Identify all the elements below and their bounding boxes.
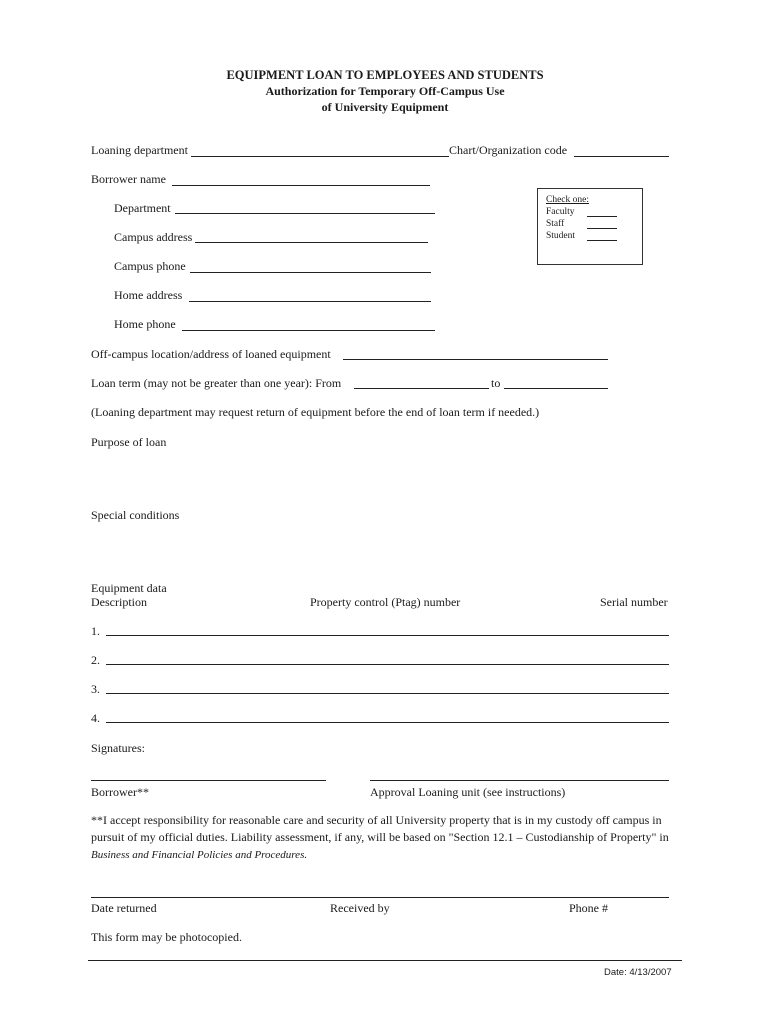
equipment-row-line[interactable] [106,722,669,723]
chart-org-code-line[interactable] [574,156,669,157]
borrower-name-label: Borrower name [91,172,166,186]
phone-label: Phone # [569,901,608,915]
loan-term-from-line[interactable] [354,388,489,389]
campus-phone-line[interactable] [190,272,431,273]
campus-address-line[interactable] [195,242,428,243]
borrower-name-line[interactable] [172,185,430,186]
responsibility-statement-text: **I accept responsibility for reasonable care and security of all University property that is in my custody off campus in pursuit of my official duties. Liability assessment, if any, will be based on "Section 12.1 – Custodianship of Property" in [91,813,669,844]
signatures-heading: Signatures: [91,741,145,755]
loan-term-to-line[interactable] [504,388,608,389]
staff-check-line[interactable] [587,228,617,229]
equipment-row-number: 4. [91,711,100,725]
equipment-col-ptag: Property control (Ptag) number [310,595,461,609]
form-subtitle-line1: Authorization for Temporary Off-Campus Use [265,84,505,98]
campus-phone-label: Campus phone [114,259,186,273]
department-line[interactable] [175,213,435,214]
special-conditions-label: Special conditions [91,508,180,522]
student-check-line[interactable] [587,240,617,241]
received-by-label: Received by [330,901,390,915]
loan-term-label: Loan term (may not be greater than one year): From [91,376,342,390]
equipment-row-line[interactable] [106,664,669,665]
check-option-staff: Staff [546,219,565,229]
responsibility-statement [91,812,681,864]
approval-signature-label: Approval Loaning unit (see instructions) [370,785,566,799]
home-address-label: Home address [114,288,183,302]
photocopy-note: This form may be photocopied. [91,930,242,944]
equipment-row-number: 1. [91,624,100,638]
equipment-row-line[interactable] [106,693,669,694]
check-option-student: Student [546,231,576,241]
loaning-department-line[interactable] [191,156,449,157]
equipment-row-number: 3. [91,682,100,696]
department-label: Department [114,201,171,215]
date-returned-label: Date returned [91,901,157,915]
home-phone-label: Home phone [114,317,176,331]
footer-divider [88,960,682,961]
loan-note: (Loaning department may request return of equipment before the end of loan term if needed.) [91,405,540,419]
loaning-department-label: Loaning department [91,143,188,157]
borrower-signature-label: Borrower** [91,785,149,799]
home-phone-line[interactable] [182,330,435,331]
check-one-heading: Check one: [546,195,590,205]
policy-reference: Business and Financial Policies and Procedures. [91,849,308,861]
purpose-of-loan-label: Purpose of loan [91,435,167,449]
off-campus-location-label: Off-campus location/address of loaned equipment [91,347,331,361]
equipment-col-serial: Serial number [600,595,668,609]
form-subtitle-line2: of University Equipment [321,100,449,114]
equipment-row-number: 2. [91,653,100,667]
equipment-row-line[interactable] [106,635,669,636]
faculty-check-line[interactable] [587,216,617,217]
off-campus-location-line[interactable] [343,359,608,360]
chart-org-code-label: Chart/Organization code [449,143,568,157]
form-date: Date: 4/13/2007 [604,967,672,978]
loan-term-to-label: to [491,376,501,390]
equipment-data-heading: Equipment data [91,581,167,595]
form-title: EQUIPMENT LOAN TO EMPLOYEES AND STUDENTS [226,68,544,82]
return-signature-line[interactable] [91,897,669,898]
equipment-col-description: Description [91,595,147,609]
check-option-faculty: Faculty [546,207,575,217]
approval-signature-line[interactable] [370,780,669,781]
campus-address-label: Campus address [114,230,193,244]
borrower-signature-line[interactable] [91,780,326,781]
home-address-line[interactable] [189,301,431,302]
